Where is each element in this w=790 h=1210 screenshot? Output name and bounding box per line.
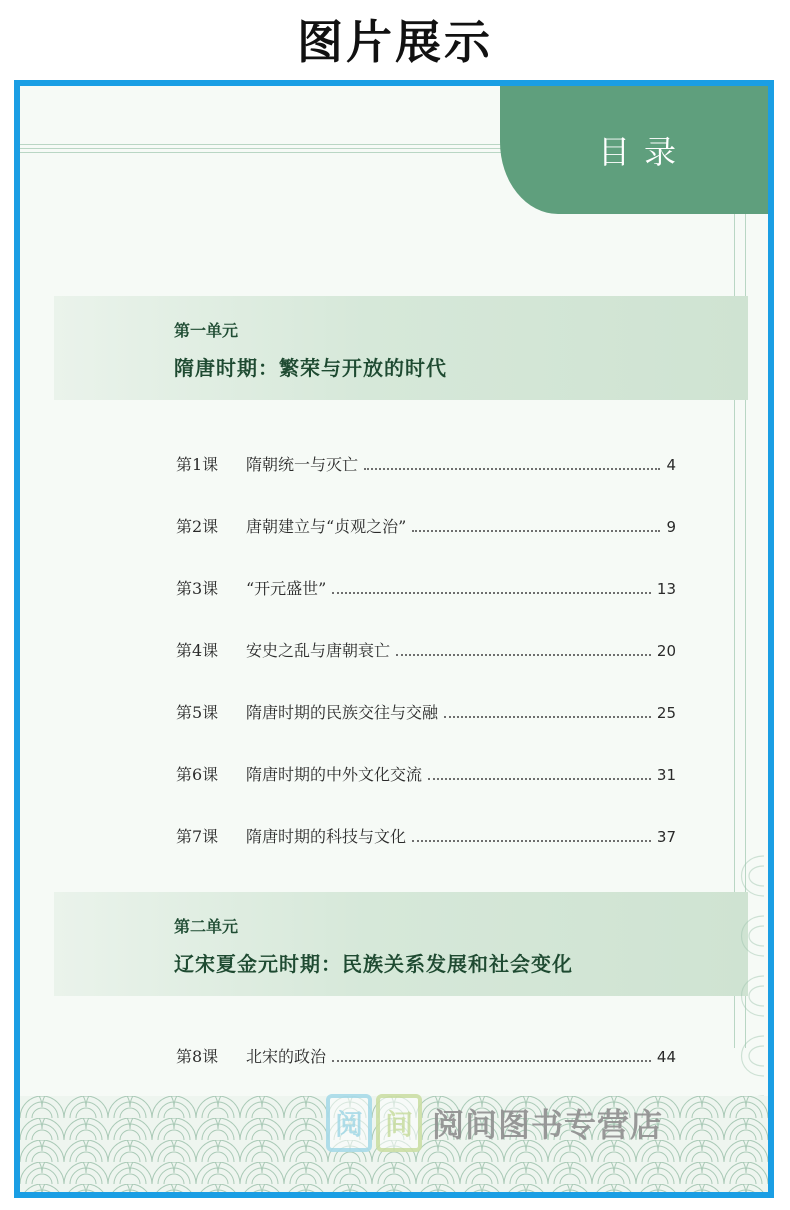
dot-leader [396, 654, 651, 656]
lesson-page: 25 [656, 704, 676, 722]
lesson-title: 唐朝建立与“贞观之治” [246, 517, 407, 536]
unit-band-1 [54, 296, 748, 400]
logo-char-1: 阅 [326, 1094, 372, 1152]
lesson-title: 安史之乱与唐朝衰亡 [246, 641, 391, 660]
lesson-page: 4 [666, 456, 676, 474]
logo-char-2: 间 [376, 1094, 422, 1152]
lesson-page: 31 [656, 766, 676, 784]
dot-leader [412, 840, 651, 842]
lesson-page: 13 [656, 580, 676, 598]
toc-title: 目录 [597, 133, 690, 171]
book-page-frame [14, 80, 774, 1198]
unit-band-2 [54, 892, 748, 996]
lesson-title: 隋唐时期的民族交往与交融 [246, 703, 439, 722]
lesson-title: 北宋的政治 [246, 1047, 327, 1066]
lesson-title: 隋朝统一与灭亡 [246, 455, 359, 474]
lesson-number: 第7课 [176, 827, 219, 846]
unit-title: 隋唐时期：繁荣与开放的时代 [174, 356, 447, 380]
dot-leader [444, 716, 651, 718]
toc-entry-lesson-7[interactable] [176, 824, 676, 848]
lesson-page: 37 [656, 828, 676, 846]
dot-leader [332, 1060, 651, 1062]
lesson-number: 第1课 [176, 455, 219, 474]
lesson-number: 第2课 [176, 517, 219, 536]
store-watermark [326, 1088, 663, 1158]
lesson-number: 第4课 [176, 641, 219, 660]
wave-pattern-side [694, 836, 764, 1136]
unit-number: 第一单元 [174, 321, 239, 340]
dot-leader [428, 778, 651, 780]
lesson-title: 隋唐时期的科技与文化 [246, 827, 407, 846]
toc-entry-lesson-1[interactable] [176, 452, 676, 476]
lesson-page: 9 [666, 518, 676, 536]
dot-leader [332, 592, 651, 594]
lesson-number: 第8课 [176, 1047, 219, 1066]
store-name: 阅间图书专营店 [432, 1106, 664, 1144]
unit-number: 第二单元 [174, 917, 239, 936]
toc-entry-lesson-5[interactable] [176, 700, 676, 724]
lesson-title: “开元盛世” [246, 579, 327, 598]
unit-title: 辽宋夏金元时期：民族关系发展和社会变化 [174, 952, 573, 976]
toc-entry-lesson-4[interactable] [176, 638, 676, 662]
toc-entry-lesson-2[interactable] [176, 514, 676, 538]
store-logo [326, 1094, 422, 1152]
page-heading: 图片展示 [297, 15, 493, 69]
toc-entry-lesson-3[interactable] [176, 576, 676, 600]
dot-leader [412, 530, 660, 532]
lesson-number: 第5课 [176, 703, 219, 722]
lesson-title: 隋唐时期的中外文化交流 [246, 765, 423, 784]
lesson-page: 20 [656, 642, 676, 660]
dot-leader [364, 468, 660, 470]
lesson-page: 44 [656, 1048, 676, 1066]
toc-entry-lesson-8[interactable] [176, 1044, 676, 1068]
lesson-number: 第3课 [176, 579, 219, 598]
lesson-number: 第6课 [176, 765, 219, 784]
toc-entry-lesson-6[interactable] [176, 762, 676, 786]
